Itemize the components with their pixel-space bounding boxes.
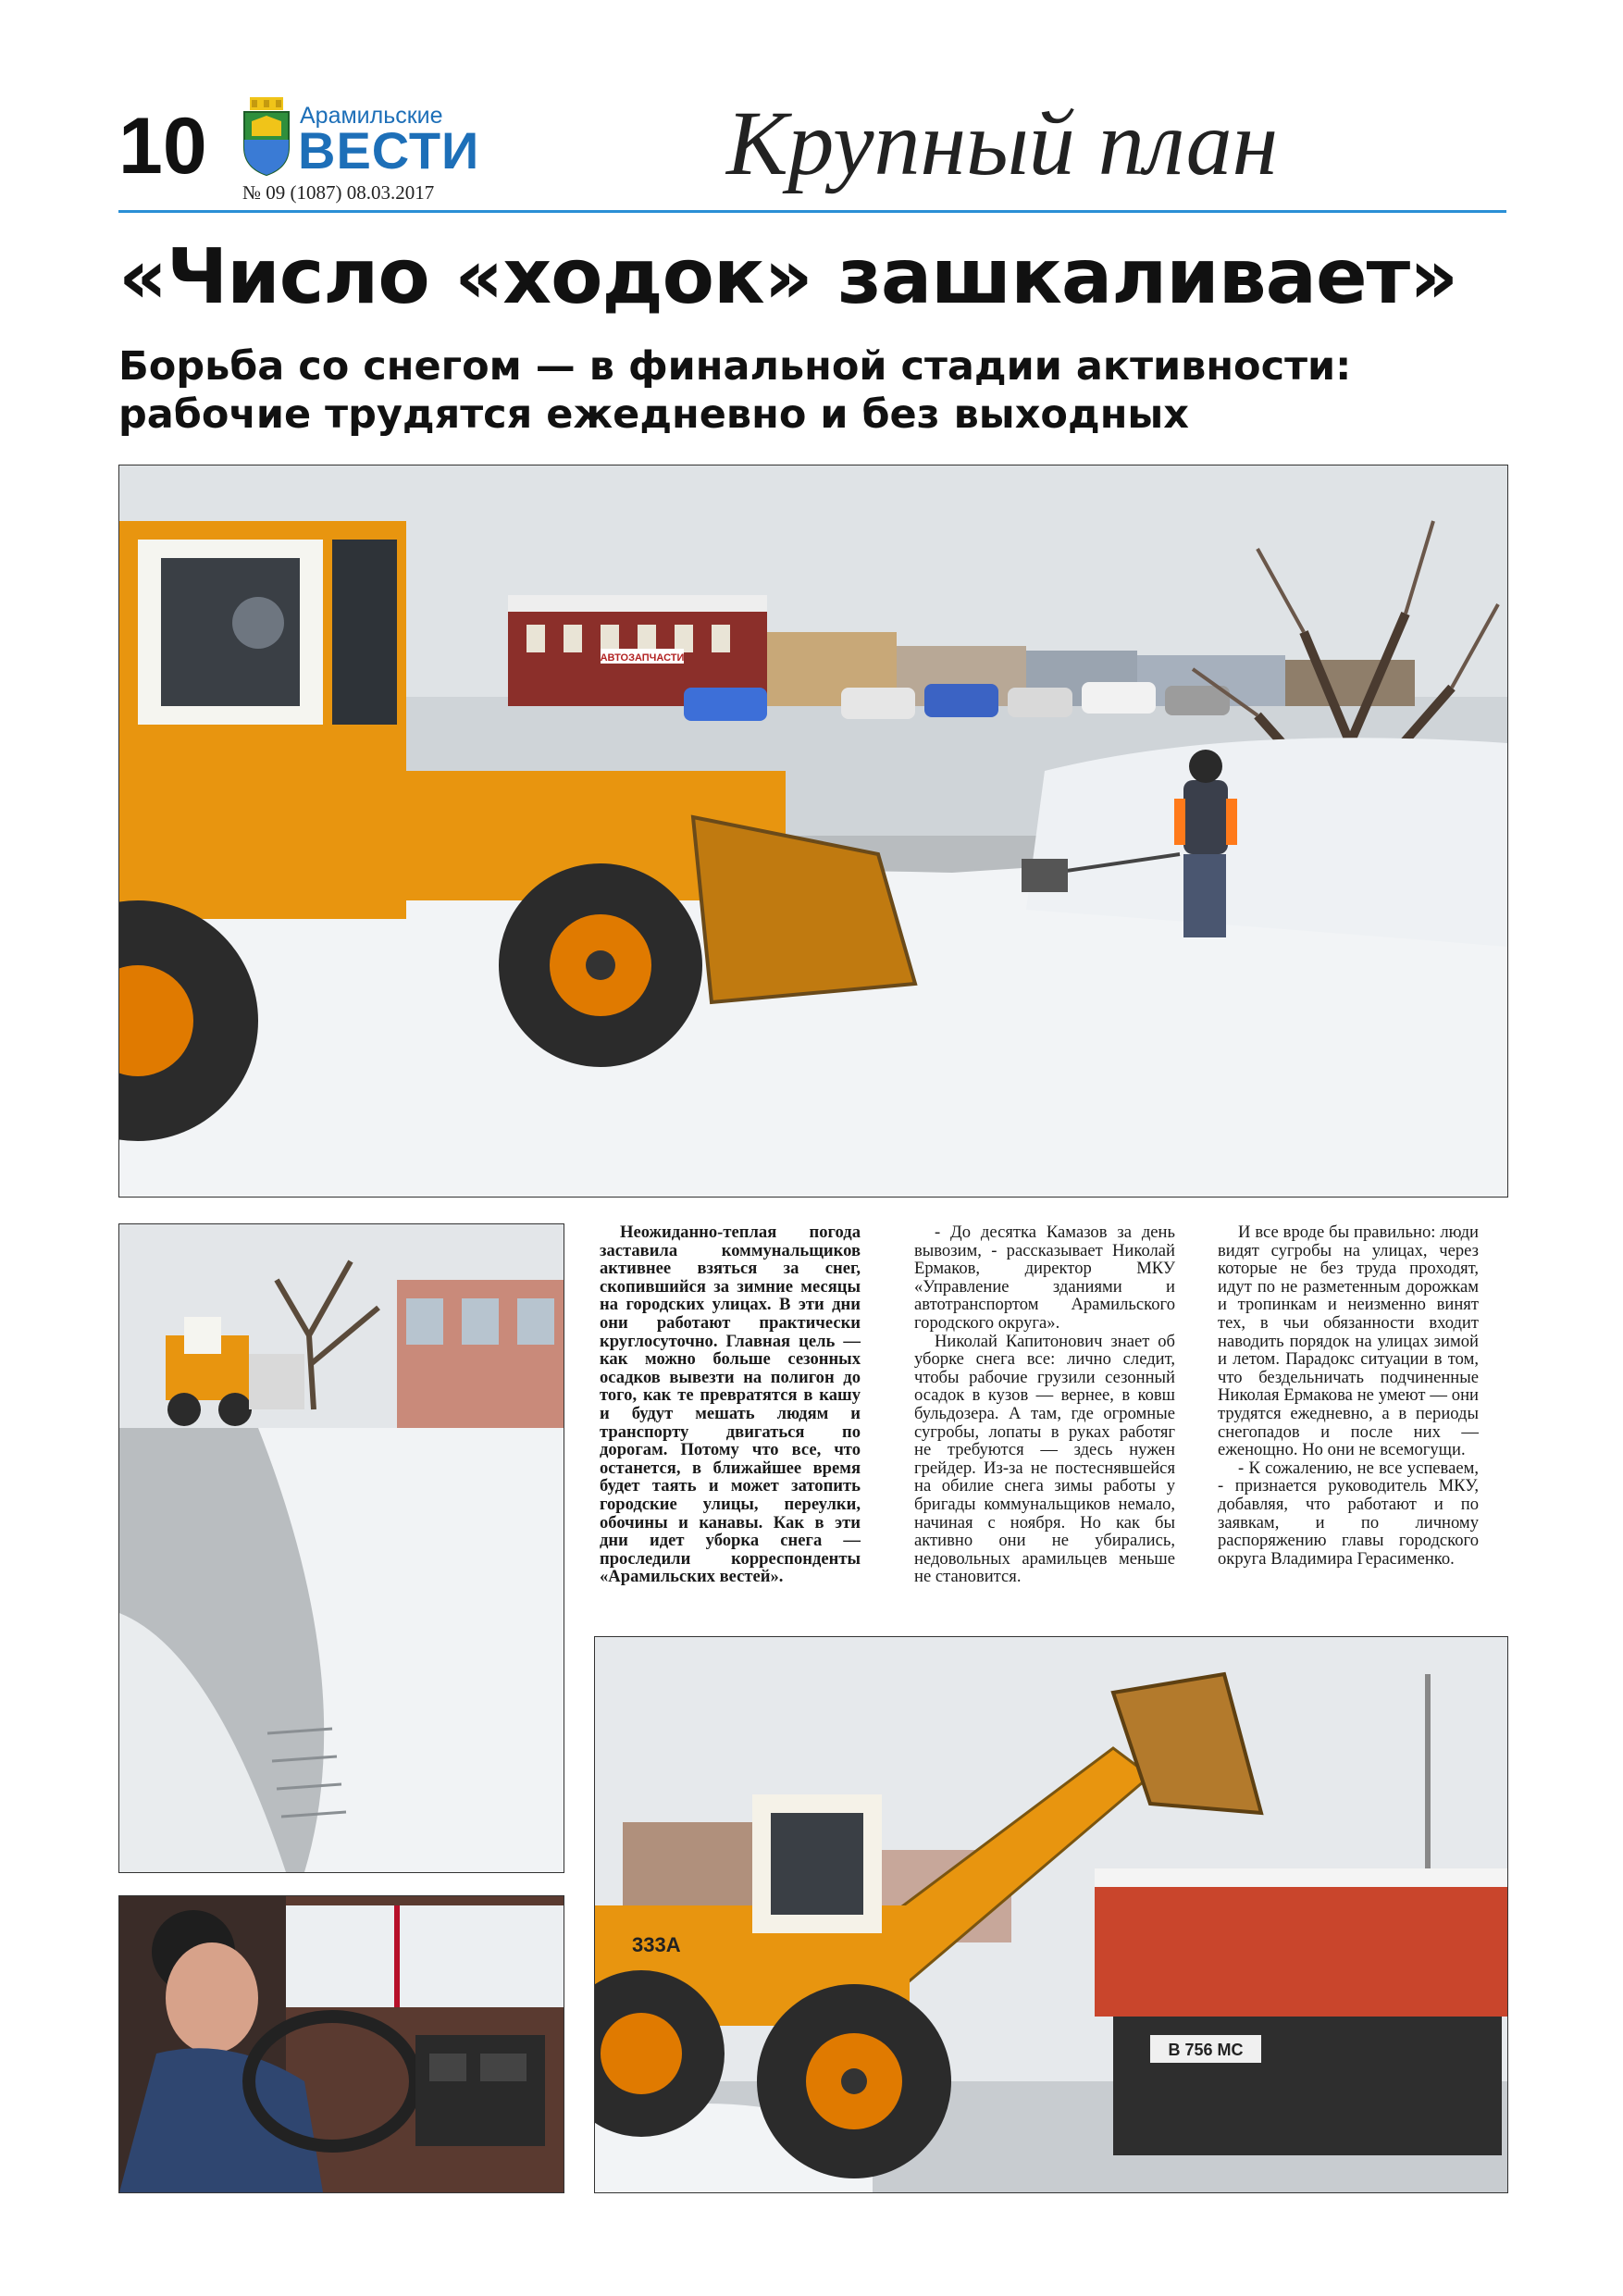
article-column-3 — [1218, 1223, 1479, 1568]
issue-info: № 09 (1087) 08.03.2017 — [242, 181, 435, 204]
article-column-lead — [600, 1223, 861, 1586]
column-2-paragraph-2: Николай Капитонович знает об уборке снега все: лично следит, чтобы рабочие грузили сезонный осадок в кузов — вернее, в ковш бульдозера. А там, где огромные сугробы, лопаты в руках работяг не требуются — здесь нужен грейдер. Из-за не постеснявшейся на обилие снега зимы работы у бригады коммунальщиков немало, начиная с ноября. Но как бы активно они не убирались, недовольных арамильцев меньше не становится. — [914, 1331, 1175, 1587]
loader-number: 333А — [632, 1933, 681, 1956]
header-divider — [118, 210, 1506, 213]
photo-truck-driver — [118, 1895, 564, 2193]
subhead-line-2: рабочие трудятся ежедневно и без выходных — [118, 391, 1190, 438]
loader-photo-image — [595, 1637, 1507, 2192]
newspaper-logo — [241, 97, 480, 190]
article-headline: «Число «ходок» зашкаливает» — [118, 233, 1458, 321]
truck-plate: В 756 МС — [1168, 2041, 1244, 2059]
section-rubric: Крупный план — [726, 92, 1279, 194]
article-column-2 — [914, 1223, 1175, 1586]
photo-snowy-street — [118, 1223, 564, 1873]
shop-sign: АВТОЗАПЧАСТИ — [600, 652, 685, 664]
logo-title: ВЕСТИ — [298, 121, 480, 180]
street-photo-image — [119, 1224, 564, 1872]
column-3-paragraph-2: - К сожалению, не все успеваем, - признается руководитель МКУ, добавляя, что работают и по заявкам, и по личному распоряжению главы городского округа Владимира Герасименко. — [1218, 1458, 1479, 1569]
column-2-paragraph-1: - До десятка Камазов за день вывозим, - рассказывает Николай Ермаков, директор МКУ «Управление зданиями и автотранспортом Арамильского городского округа». — [914, 1222, 1175, 1333]
photo-loader-filling-truck — [594, 1636, 1508, 2193]
article-subheadline — [118, 342, 1506, 439]
coat-of-arms-icon — [241, 97, 292, 177]
subhead-line-1: Борьба со снегом — в финальной стадии активности: — [118, 343, 1352, 390]
page-number: 10 — [118, 102, 207, 191]
driver-photo-image — [119, 1896, 564, 2192]
photo-loader-clearing-snow — [118, 465, 1508, 1198]
column-3-paragraph-1: И все вроде бы правильно: люди видят сугробы на улицах, через которые не без труда проходят, идут по не разметенным дорожкам и тропинкам и неизменно винят тех, в чьи обязанности входит наводить порядок на улицах зимой и летом. Парадокс ситуации в том, что бездельничать подчиненные Николая Ермакова не умеют — они трудятся ежедневно, а в периоды снегопадов и после них — еженощно. Но они не всемогущи. — [1218, 1222, 1479, 1460]
main-photo-image — [119, 465, 1507, 1197]
logo-city-name: Арамильские — [300, 103, 443, 129]
lead-paragraph: Неожиданно-теплая погода заставила коммунальщиков активнее взяться за снег, скопившийся за зимние месяцы на городских улицах. В эти дни они работают практически круглосуточно. Главная цель — как можно больше сезонных осадков вывезти на полигон до того, как те превратятся в кашу и будут мешать людям и транспорту двигаться по дорогам. Потому что все, что останется, в ближайшее время будет таять и может затопить городские улицы, переулки, обочины и канавы. Как в эти дни идет уборка снега — проследили корреспонденты «Арамильских вестей». — [600, 1222, 861, 1587]
